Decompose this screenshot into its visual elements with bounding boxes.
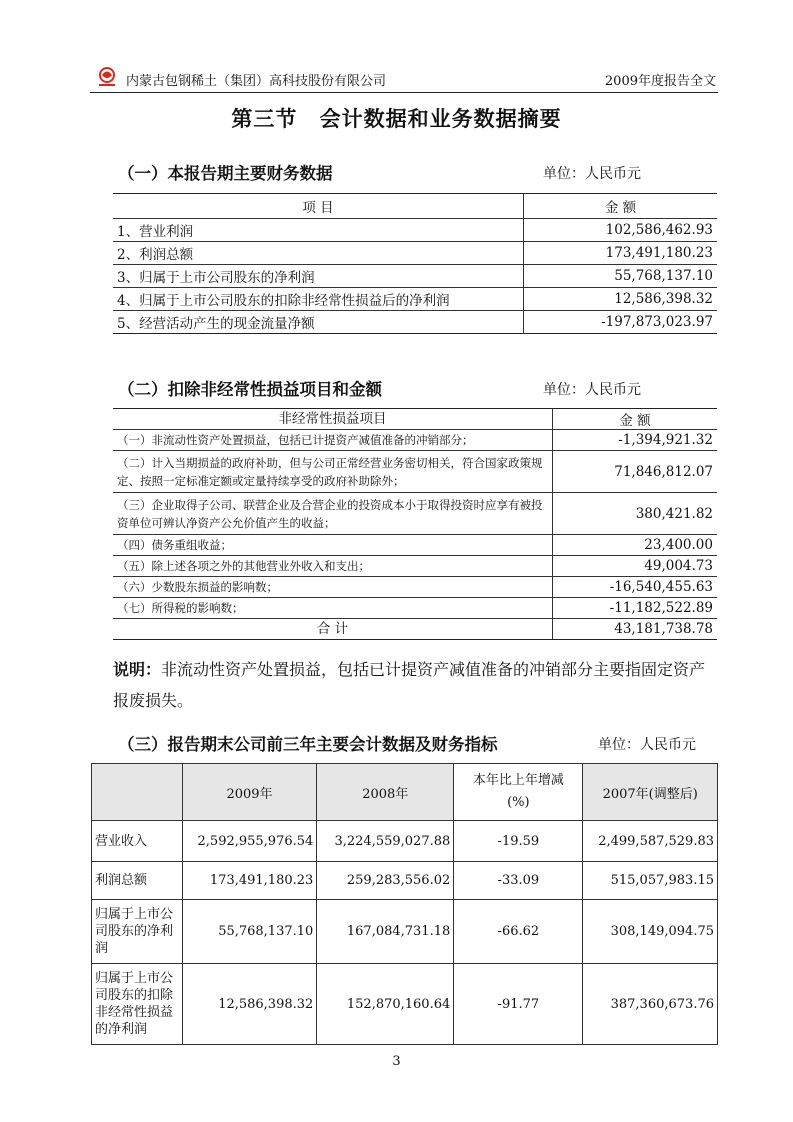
col-header-2007: 2007年(调整后) <box>583 764 718 821</box>
row-label: （七）所得税的影响数； <box>113 598 553 619</box>
row-label: （一）非流动性资产处置损益，包括已计提资产减值准备的冲销部分； <box>113 430 553 451</box>
row-label: 1、营业利润 <box>113 219 524 242</box>
table-row <box>113 219 717 242</box>
row-label: 5、经营活动产生的现金流量净额 <box>113 311 524 334</box>
col-header-2009: 2009年 <box>182 764 317 821</box>
section2-unit: 单位：人民币元 <box>543 382 641 398</box>
page-title: 第三节 会计数据和业务数据摘要 <box>231 107 562 131</box>
table-row <box>92 964 718 1045</box>
table-row <box>113 288 717 311</box>
total-value: 43,181,738.78 <box>553 619 718 640</box>
row-value: 12,586,398.32 <box>524 288 718 311</box>
row-value: 380,421.82 <box>553 493 718 535</box>
col-amount-header: 金 额 <box>524 194 718 219</box>
table-header-row <box>113 409 717 430</box>
row-value: 23,400.00 <box>553 535 718 556</box>
three-year-table <box>91 763 718 1045</box>
total-row <box>113 619 717 640</box>
row-value: 173,491,180.23 <box>182 862 317 900</box>
table-row <box>113 556 717 577</box>
row-label: 归属于上市公司股东的扣除非经常性损益的净利润 <box>92 964 183 1045</box>
row-value: -91.77 <box>454 964 583 1045</box>
table-row <box>92 862 718 900</box>
table-header-row <box>92 764 718 821</box>
total-label: 合 计 <box>113 619 553 640</box>
row-value: 2,592,955,976.54 <box>182 821 317 862</box>
row-value: 152,870,160.64 <box>317 964 454 1045</box>
row-label: （二）计入当期损益的政府补助，但与公司正常经营业务密切相关，符合国家政策规定、按照一定标准定额或定量持续享受的政府补助除外； <box>113 451 553 493</box>
col-header-blank <box>92 764 183 821</box>
note-paragraph <box>113 654 719 716</box>
row-label: 利润总额 <box>92 862 183 900</box>
row-label: 营业收入 <box>92 821 183 862</box>
row-value: -1,394,921.32 <box>553 430 718 451</box>
table-row <box>92 900 718 964</box>
row-label: 4、归属于上市公司股东的扣除非经常性损益后的净利润 <box>113 288 524 311</box>
row-label: 3、归属于上市公司股东的净利润 <box>113 265 524 288</box>
row-value: 55,768,137.10 <box>182 900 317 964</box>
row-label: （六）少数股东损益的影响数； <box>113 577 553 598</box>
row-value: -66.62 <box>454 900 583 964</box>
col-item-header: 非经常性损益项目 <box>113 409 553 430</box>
row-label: （五）除上述各项之外的其他营业外收入和支出； <box>113 556 553 577</box>
note-text: 非流动性资产处置损益，包括已计提资产减值准备的冲销部分主要指固定资产报废损失。 <box>113 660 706 710</box>
company-logo-icon <box>96 66 118 88</box>
row-value: -16,540,455.63 <box>553 577 718 598</box>
main-financial-table <box>113 193 717 334</box>
company-name: 内蒙古包钢稀土（集团）高科技股份有限公司 <box>126 74 387 89</box>
page-number: 3 <box>392 1054 401 1069</box>
table-row <box>92 821 718 862</box>
row-value: -19.59 <box>454 821 583 862</box>
table-header-row <box>113 194 717 219</box>
table-row <box>113 493 717 535</box>
row-value: 515,057,983.15 <box>583 862 718 900</box>
table-row <box>113 451 717 493</box>
row-value: 167,084,731.18 <box>317 900 454 964</box>
table-row <box>113 535 717 556</box>
row-value: 71,846,812.07 <box>553 451 718 493</box>
row-value: 102,586,462.93 <box>524 219 718 242</box>
table-row <box>113 265 717 288</box>
row-value: 3,224,559,027.88 <box>317 821 454 862</box>
section3-unit: 单位：人民币元 <box>598 737 696 753</box>
col-header-change: 本年比上年增减(%) <box>454 764 583 821</box>
row-value: 12,586,398.32 <box>182 964 317 1045</box>
table-row <box>113 311 717 334</box>
table-row <box>113 242 717 265</box>
row-value: 259,283,556.02 <box>317 862 454 900</box>
row-label: 归属于上市公司股东的净利润 <box>92 900 183 964</box>
row-label: 2、利润总额 <box>113 242 524 265</box>
non-recurring-table <box>113 408 717 640</box>
col-item-header: 项 目 <box>113 194 524 219</box>
row-value: 55,768,137.10 <box>524 265 718 288</box>
section2-heading: （二）扣除非经常性损益项目和金额 <box>118 380 382 399</box>
section1-heading: （一）本报告期主要财务数据 <box>118 164 333 183</box>
report-name: 2009年度报告全文 <box>604 74 716 89</box>
row-value: 49,004.73 <box>553 556 718 577</box>
page-header <box>90 66 718 93</box>
row-value: 2,499,587,529.83 <box>583 821 718 862</box>
row-value: -33.09 <box>454 862 583 900</box>
col-amount-header: 金 额 <box>553 409 718 430</box>
row-value: 387,360,673.76 <box>583 964 718 1045</box>
col-header-2008: 2008年 <box>317 764 454 821</box>
row-value: -11,182,522.89 <box>553 598 718 619</box>
row-value: 308,149,094.75 <box>583 900 718 964</box>
table-row <box>113 430 717 451</box>
table-row <box>113 598 717 619</box>
row-value: 173,491,180.23 <box>524 242 718 265</box>
row-value: -197,873,023.97 <box>524 311 718 334</box>
table-row <box>113 577 717 598</box>
row-label: （四）债务重组收益； <box>113 535 553 556</box>
row-label: （三）企业取得子公司、联营企业及合营企业的投资成本小于取得投资时应享有被投资单位可辨认净资产公允价值产生的收益； <box>113 493 553 535</box>
note-label: 说明： <box>113 660 162 679</box>
section3-heading: （三）报告期末公司前三年主要会计数据及财务指标 <box>118 735 498 754</box>
section1-unit: 单位：人民币元 <box>543 166 641 182</box>
